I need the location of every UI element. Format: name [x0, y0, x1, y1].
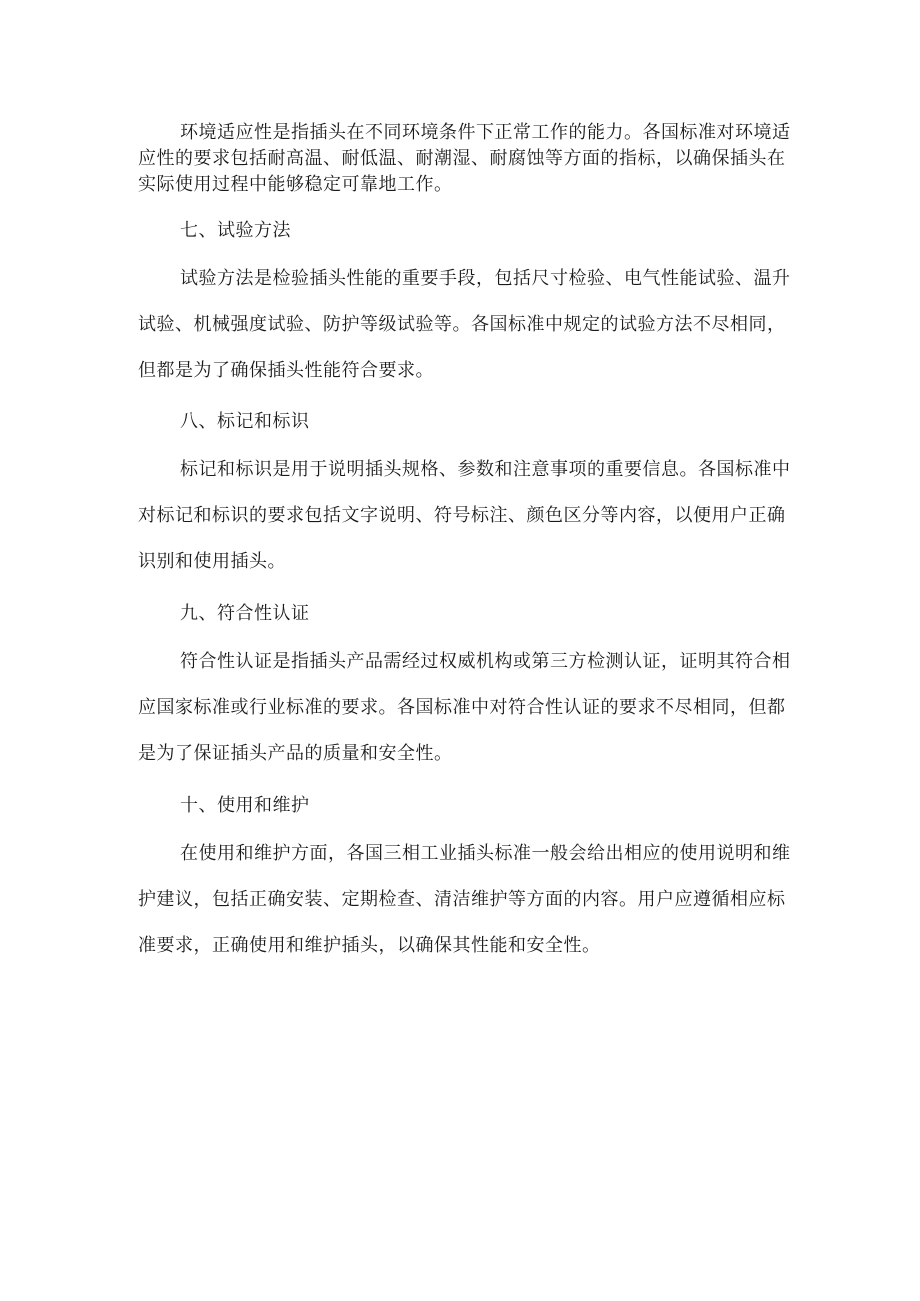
- section-heading-test-methods: 七、试验方法: [180, 220, 291, 241]
- paragraph-test-methods: 试验方法是检验插头性能的重要手段，包括尺寸检验、电气性能试验、温升试验、机械强度试验、防护等级试验等。各国标准中规定的试验方法不尽相同，但都是为了确保插头性能符合要求。: [138, 268, 791, 381]
- paragraph-use-maintenance: 在使用和维护方面，各国三相工业插头标准一般会给出相应的使用说明和维护建议，包括正确安装、定期检查、清洁维护等方面的内容。用户应遵循相应标准要求，正确使用和维护插头，以确保其性能和安全性。: [138, 843, 791, 956]
- section-heading-marking: 八、标记和标识: [180, 411, 310, 432]
- paragraph-marking: 标记和标识是用于说明插头规格、参数和注意事项的重要信息。各国标准中对标记和标识的要求包括文字说明、符号标注、颜色区分等内容，以便用户正确识别和使用插头。: [138, 459, 791, 572]
- paragraph-environmental-adaptability: 环境适应性是指插头在不同环境条件下正常工作的能力。各国标准对环境适应性的要求包括耐高温、耐低温、耐潮湿、耐腐蚀等方面的指标，以确保插头在实际使用过程中能够稳定可靠地工作。: [138, 122, 791, 195]
- section-heading-use-maintenance: 十、使用和维护: [180, 795, 310, 816]
- paragraph-certification: 符合性认证是指插头产品需经过权威机构或第三方检测认证，证明其符合相应国家标准或行业标准的要求。各国标准中对符合性认证的要求不尽相同，但都是为了保证插头产品的质量和安全性。: [138, 651, 791, 764]
- section-heading-certification: 九、符合性认证: [180, 603, 310, 624]
